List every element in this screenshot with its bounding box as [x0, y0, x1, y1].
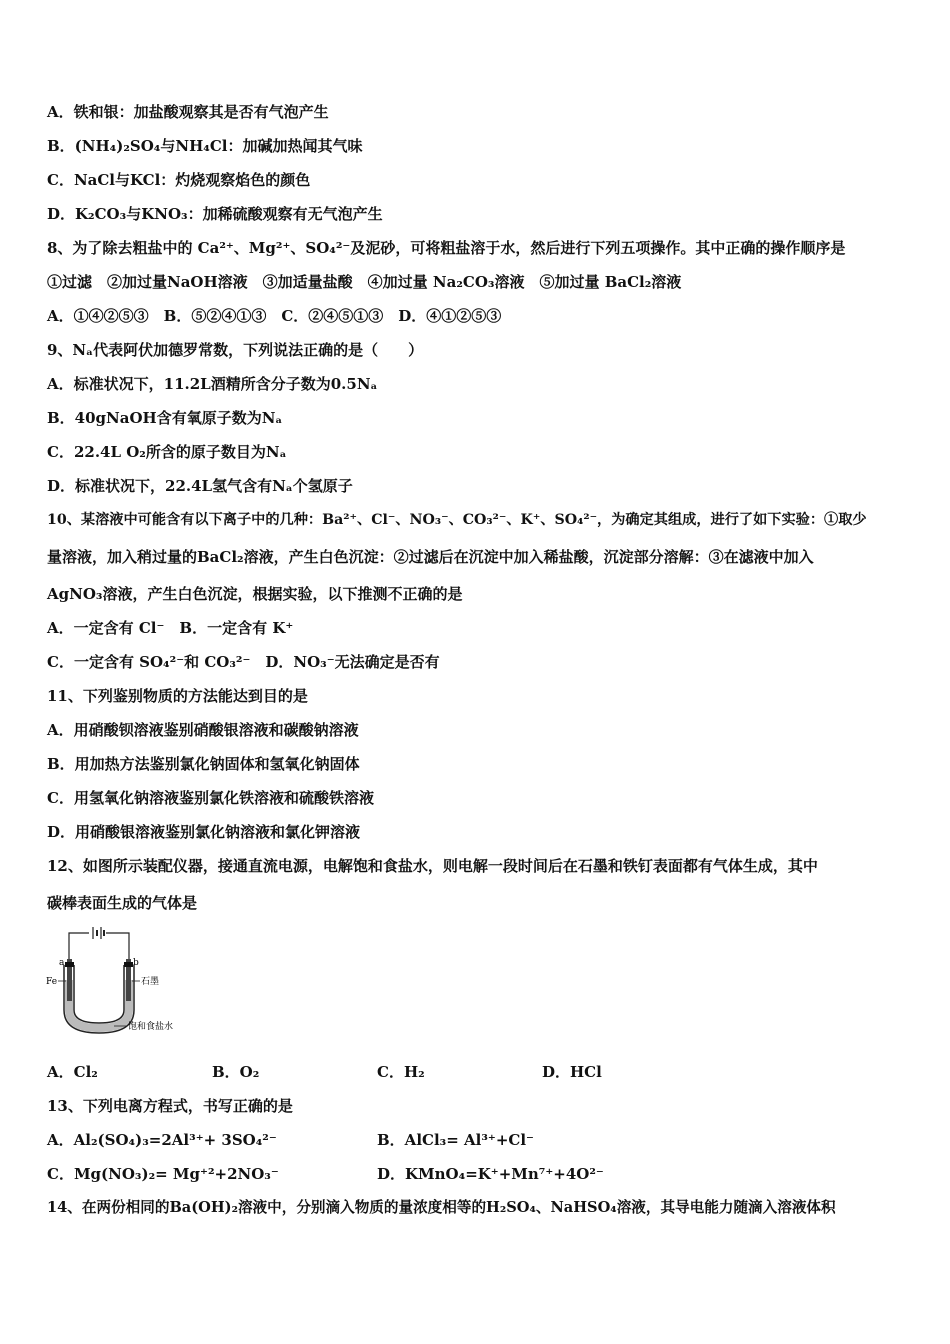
- q8-stem: 8、为了除去粗盐中的 Ca²⁺、Mg²⁺、SO₄²⁻及泥砂，可将粗盐溶于水，然后进行下列五项操作。其中正确的操作顺序是: [47, 239, 846, 257]
- q13-option-b: B．AlCl₃= Al³⁺+Cl⁻: [377, 1131, 534, 1149]
- label-fe: Fe: [46, 977, 58, 987]
- q7-option-c: C．NaCl与KCl：灼烧观察焰色的颜色: [47, 171, 311, 189]
- q10-stem-line2: 量溶液，加入稍过量的BaCl₂溶液，产生白色沉淀：②过滤后在沉淀中加入稀盐酸，沉淀部分溶解：③在滤液中加入: [47, 548, 814, 566]
- label-a: a: [59, 958, 65, 968]
- q13-option-a: A．Al₂(SO₄)₃=2Al³⁺+ 3SO₄²⁻: [47, 1131, 277, 1149]
- q12-stem-line2: 碳棒表面生成的气体是: [47, 894, 198, 912]
- q9-stem: 9、Nₐ代表阿伏加德罗常数，下列说法正确的是（ ）: [47, 341, 424, 359]
- q9-option-d: D．标准状况下，22.4L氢气含有Nₐ个氢原子: [47, 477, 353, 495]
- q14-stem: 14、在两份相同的Ba(OH)₂溶液中，分别滴入物质的量浓度相等的H₂SO₄、NaHSO₄溶液，其导电能力随滴入溶液体积: [47, 1199, 836, 1216]
- q10-options-ab: A．一定含有 Cl⁻ B．一定含有 K⁺: [47, 619, 294, 637]
- q10-stem-line3: AgNO₃溶液，产生白色沉淀，根据实验，以下推测不正确的是: [47, 585, 463, 603]
- q9-option-b: B．40gNaOH含有氧原子数为Nₐ: [47, 409, 283, 427]
- q11-option-c: C．用氢氧化钠溶液鉴别氯化铁溶液和硫酸铁溶液: [47, 789, 374, 807]
- q11-stem: 11、下列鉴别物质的方法能达到目的是: [47, 687, 308, 705]
- label-graphite: 石墨: [141, 977, 160, 987]
- label-brine: 饱和食盐水: [128, 1022, 174, 1032]
- q12-option-c: C．H₂: [377, 1063, 425, 1081]
- q13-option-c: C．Mg(NO₃)₂= Mg⁺²+2NO₃⁻: [47, 1165, 279, 1183]
- q12-option-b: B．O₂: [212, 1063, 260, 1081]
- q8-options: A．①④②⑤③ B．⑤②④①③ C．②④⑤①③ D．④①②⑤③: [47, 307, 502, 325]
- q9-option-a: A．标准状况下，11.2L酒精所含分子数为0.5Nₐ: [47, 375, 378, 393]
- electrolysis-diagram: [44, 925, 194, 1045]
- q12-option-d: D．HCl: [542, 1063, 602, 1081]
- stopper-left: [65, 962, 74, 967]
- q11-option-b: B．用加热方法鉴别氯化钠固体和氢氧化钠固体: [47, 755, 360, 773]
- q12-option-a: A．Cl₂: [47, 1063, 98, 1081]
- u-tube-inner: [74, 965, 124, 1023]
- q7-option-d: D．K₂CO₃与KNO₃：加稀硫酸观察有无气泡产生: [47, 205, 383, 223]
- q12-stem-line1: 12、如图所示装配仪器，接通直流电源，电解饱和食盐水，则电解一段时间后在石墨和铁钉表面都有气体生成，其中: [47, 857, 818, 875]
- q13-stem: 13、下列电离方程式，书写正确的是: [47, 1097, 293, 1115]
- q10-stem-line1: 10、某溶液中可能含有以下离子中的几种：Ba²⁺、Cl⁻、NO₃⁻、CO₃²⁻、K⁺、SO₄²⁻，为确定其组成，进行了如下实验：①取少: [47, 512, 867, 528]
- q9-option-c: C．22.4L O₂所含的原子数目为Nₐ: [47, 443, 287, 461]
- q8-operations: ①过滤 ②加过量NaOH溶液 ③加适量盐酸 ④加过量 Na₂CO₃溶液 ⑤加过量 BaCl₂溶液: [47, 273, 682, 291]
- q11-option-a: A．用硝酸钡溶液鉴别硝酸银溶液和碳酸钠溶液: [47, 721, 359, 739]
- q13-option-d: D．KMnO₄=K⁺+Mn⁷⁺+4O²⁻: [377, 1165, 604, 1183]
- circuit-wire: [69, 933, 129, 963]
- stopper-right: [124, 962, 133, 967]
- q7-option-b: B．(NH₄)₂SO₄与NH₄Cl：加碱加热闻其气味: [47, 137, 363, 155]
- q7-option-a: A．铁和银：加盐酸观察其是否有气泡产生: [47, 103, 329, 121]
- q11-option-d: D．用硝酸银溶液鉴别氯化钠溶液和氯化钾溶液: [47, 823, 361, 841]
- label-b: b: [133, 958, 139, 968]
- brine-liquid: [65, 980, 133, 1032]
- q10-options-cd: C．一定含有 SO₄²⁻和 CO₃²⁻ D．NO₃⁻无法确定是否有: [47, 653, 440, 671]
